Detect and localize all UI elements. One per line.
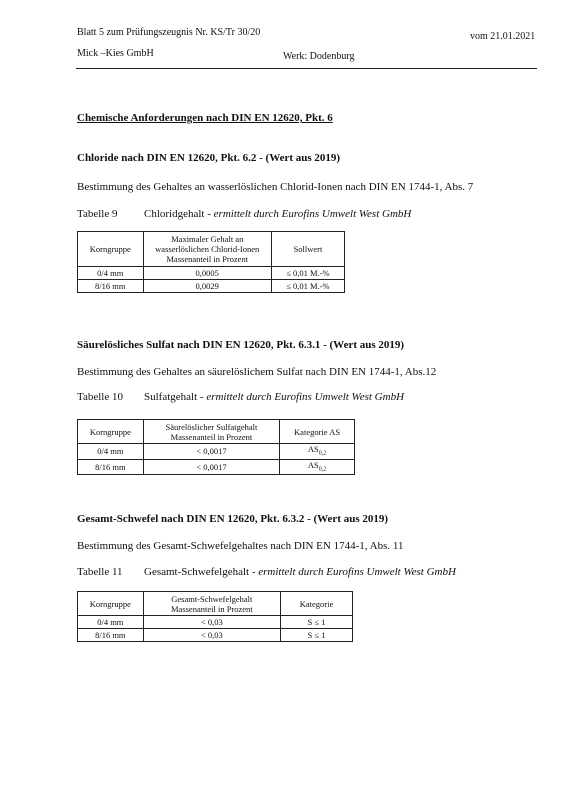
table-row: 8/16 mm < 0,0017 $AS_{0,2}$ <box>78 459 355 475</box>
table-row: 8/16 mm < 0,03 S ≤ 1 <box>78 629 353 642</box>
chloride-table-source: ermittelt durch Eurofins Umwelt West GmbH <box>213 208 412 220</box>
sulfat-heading: Säurelösliches Sulfat nach DIN EN 12620, Pkt. 6.3.1 - (Wert aus 2019) <box>77 339 405 351</box>
header-company: Mick –Kies GmbH <box>77 48 154 59</box>
chloride-caption <box>77 208 411 220</box>
schwefel-table-source: ermittelt durch Eurofins Umwelt West GmbH <box>258 566 456 578</box>
chloride-body: Bestimmung des Gehaltes an wasserlöslichen Chlorid-Ionen nach DIN EN 1744-1, Abs. 7 <box>77 181 474 193</box>
header-date: vom 21.01.2021 <box>470 31 536 42</box>
sulfat-table-title: Sulfatgehalt - <box>144 391 207 403</box>
col-header: Korngruppe <box>78 592 144 616</box>
chloride-table <box>77 231 345 293</box>
col-header: Gesamt-Schwefelgehalt Massenanteil in Prozent <box>143 592 280 616</box>
header-blatt: Blatt 5 zum Prüfungszeugnis Nr. KS/Tr 30/20 <box>77 27 261 38</box>
schwefel-caption <box>77 566 456 578</box>
col-header: Korngruppe <box>78 420 144 444</box>
sulfat-body: Bestimmung des Gehaltes an säurelöslichem Sulfat nach DIN EN 1744-1, Abs.12 <box>77 366 437 378</box>
section-title: Chemische Anforderungen nach DIN EN 12620, Pkt. 6 <box>77 112 333 124</box>
schwefel-table <box>77 591 353 642</box>
sulfat-table-label: Tabelle 10 <box>77 391 123 403</box>
chloride-heading: Chloride nach DIN EN 12620, Pkt. 6.2 - (Wert aus 2019) <box>77 152 341 164</box>
col-header: Säurelöslicher Sulfatgehalt Massenanteil in Prozent <box>143 420 279 444</box>
header-rule <box>76 68 537 69</box>
col-header: Kategorie AS <box>280 420 355 444</box>
table-row: 0/4 mm 0,0005 ≤ 0,01 M.-% <box>78 267 345 280</box>
table-row: 0/4 mm < 0,03 S ≤ 1 <box>78 616 353 629</box>
schwefel-heading: Gesamt-Schwefel nach DIN EN 12620, Pkt. 6.3.2 - (Wert aus 2019) <box>77 513 389 525</box>
header-werk: Werk: Dodenburg <box>283 51 355 62</box>
schwefel-table-title: Gesamt-Schwefelgehalt - <box>144 566 259 578</box>
sulfat-table-source: ermittelt durch Eurofins Umwelt West GmbH <box>206 391 405 403</box>
col-header: Kategorie <box>281 592 353 616</box>
sulfat-caption <box>77 391 404 403</box>
col-header: Korngruppe <box>78 232 144 267</box>
table-row: 8/16 mm 0,0029 ≤ 0,01 M.-% <box>78 280 345 293</box>
col-header: Maximaler Gehalt an wasserlöslichen Chlorid-Ionen Massenanteil in Prozent <box>143 232 271 267</box>
table-row: 0/4 mm < 0,0017 $AS_{0,2}$ <box>78 444 355 460</box>
chloride-table-label: Tabelle 9 <box>77 208 118 220</box>
col-header: Sollwert <box>271 232 344 267</box>
schwefel-body: Bestimmung des Gesamt-Schwefelgehaltes nach DIN EN 1744-1, Abs. 11 <box>77 540 404 552</box>
sulfat-table <box>77 419 355 475</box>
schwefel-table-label: Tabelle 11 <box>77 566 123 578</box>
chloride-table-title: Chloridgehalt - <box>144 208 214 220</box>
